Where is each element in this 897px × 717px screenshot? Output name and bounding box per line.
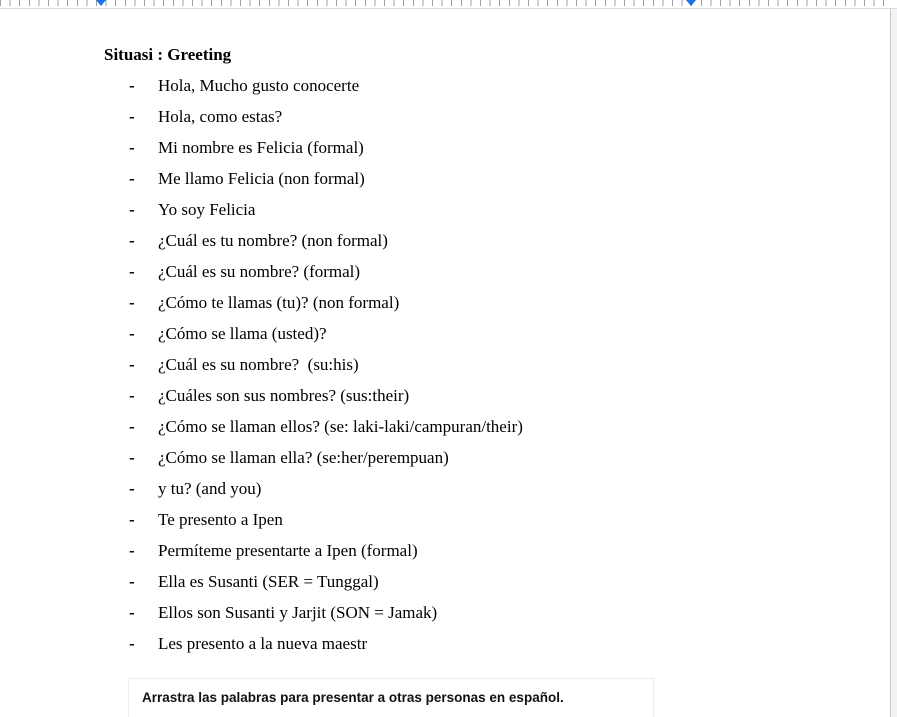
dash-bullet: - bbox=[129, 262, 135, 281]
list-item bbox=[0, 200, 523, 231]
list-item bbox=[0, 293, 523, 324]
list-item bbox=[0, 572, 523, 603]
list-item bbox=[0, 355, 523, 386]
dash-bullet: - bbox=[129, 355, 135, 374]
dash-bullet: - bbox=[129, 76, 135, 95]
dash-bullet: - bbox=[129, 200, 135, 219]
list-item bbox=[0, 169, 523, 200]
phrase-text: ¿Cuál es su nombre? (formal) bbox=[158, 262, 361, 281]
list-item bbox=[0, 231, 523, 262]
dash-bullet: - bbox=[129, 572, 135, 591]
document-page[interactable] bbox=[0, 9, 891, 717]
phrase-text: ¿Cuáles son sus nombres? (sus:their) bbox=[158, 386, 410, 405]
dash-bullet: - bbox=[129, 386, 135, 405]
dash-bullet: - bbox=[129, 634, 135, 653]
dash-bullet: - bbox=[129, 510, 135, 529]
phrase-text: ¿Cómo se llama (usted)? bbox=[158, 324, 327, 343]
dash-bullet: - bbox=[129, 324, 135, 343]
phrase-text: Ella es Susanti (SER = Tunggal) bbox=[158, 572, 379, 591]
horizontal-ruler bbox=[0, 0, 897, 9]
phrase-text: ¿Cómo te llamas (tu)? (non formal) bbox=[158, 293, 400, 312]
phrase-text: ¿Cuál es tu nombre? (non formal) bbox=[158, 231, 388, 250]
list-item bbox=[0, 603, 523, 634]
dash-bullet: - bbox=[129, 417, 135, 436]
phrase-text: ¿Cómo se llaman ellos? (se: laki-laki/campuran/their) bbox=[158, 417, 523, 436]
list-item bbox=[0, 262, 523, 293]
list-item bbox=[0, 76, 523, 107]
list-item bbox=[0, 634, 523, 665]
dash-bullet: - bbox=[129, 603, 135, 622]
exercise-instruction-text: Arrastra las palabras para presentar a otras personas en español. bbox=[142, 690, 564, 705]
list-item bbox=[0, 479, 523, 510]
phrase-text: Permíteme presentarte a Ipen (formal) bbox=[158, 541, 418, 560]
phrase-text: Te presento a Ipen bbox=[158, 510, 283, 529]
phrase-text: Hola, Mucho gusto conocerte bbox=[158, 76, 360, 95]
list-item bbox=[0, 417, 523, 448]
left-indent-marker-icon[interactable] bbox=[96, 0, 106, 6]
dash-bullet: - bbox=[129, 448, 135, 467]
phrase-list bbox=[0, 76, 523, 665]
phrase-text: ¿Cuál es su nombre? (su:his) bbox=[158, 355, 359, 374]
list-item bbox=[0, 107, 523, 138]
dash-bullet: - bbox=[129, 231, 135, 250]
dash-bullet: - bbox=[129, 541, 135, 560]
phrase-text: Mi nombre es Felicia (formal) bbox=[158, 138, 364, 157]
phrase-text: Yo soy Felicia bbox=[158, 200, 256, 219]
phrase-text: y tu? (and you) bbox=[158, 479, 262, 498]
ruler-ticks bbox=[0, 0, 890, 6]
list-item bbox=[0, 386, 523, 417]
list-item bbox=[0, 541, 523, 572]
phrase-text: ¿Cómo se llaman ella? (se:her/perempuan) bbox=[158, 448, 449, 467]
list-item bbox=[0, 138, 523, 169]
phrase-text: Les presento a la nueva maestr bbox=[158, 634, 368, 653]
dash-bullet: - bbox=[129, 479, 135, 498]
dash-bullet: - bbox=[129, 293, 135, 312]
phrase-text: Ellos son Susanti y Jarjit (SON = Jamak) bbox=[158, 603, 438, 622]
phrase-text: Hola, como estas? bbox=[158, 107, 283, 126]
right-indent-marker-icon[interactable] bbox=[686, 0, 696, 6]
vertical-scrollbar[interactable] bbox=[891, 9, 897, 717]
list-item bbox=[0, 324, 523, 355]
phrase-text: Me llamo Felicia (non formal) bbox=[158, 169, 365, 188]
section-heading: Situasi : Greeting bbox=[104, 45, 232, 64]
exercise-instruction-box bbox=[128, 678, 654, 717]
list-item bbox=[0, 448, 523, 479]
list-item bbox=[0, 510, 523, 541]
dash-bullet: - bbox=[129, 138, 135, 157]
dash-bullet: - bbox=[129, 107, 135, 126]
dash-bullet: - bbox=[129, 169, 135, 188]
